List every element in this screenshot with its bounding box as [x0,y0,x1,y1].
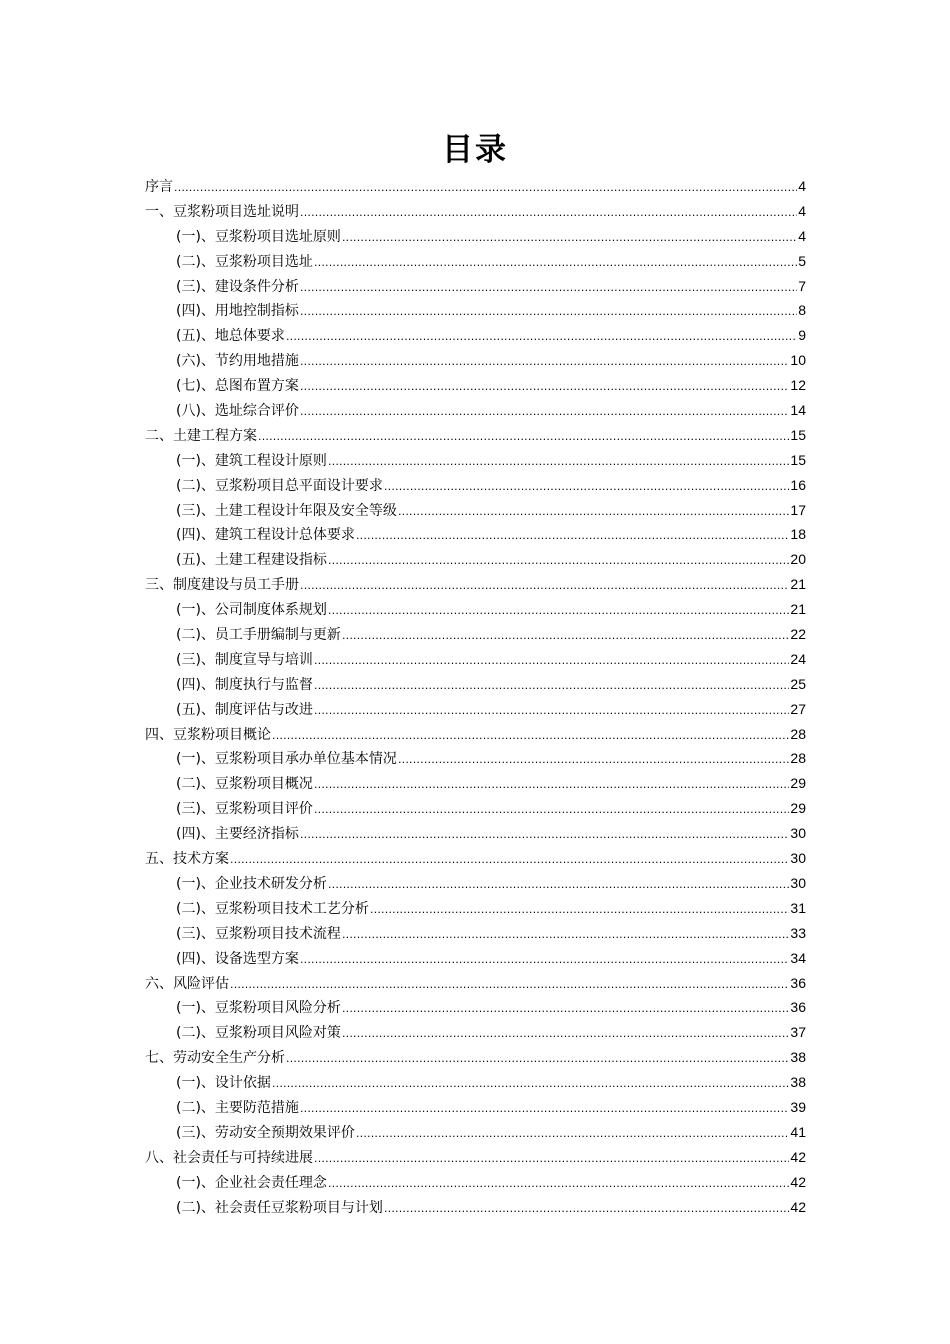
toc-dot-leader [328,872,789,897]
toc-dot-leader [342,225,797,250]
toc-dot-leader [174,175,797,200]
toc-entry-text: 八、社会责任与可持续进展 [145,1149,313,1166]
toc-entry-text: (四)、制度执行与监督 [176,676,313,693]
toc-dot-leader [328,548,789,573]
toc-title: 目录 [442,132,508,168]
toc-dot-leader [300,947,789,972]
toc-entry[interactable] [145,622,806,647]
toc-entry-text: (一)、设计依据 [176,1075,271,1092]
toc-dot-leader [342,1021,789,1046]
toc-entry[interactable] [145,249,806,274]
toc-dot-leader [286,1046,789,1071]
toc-dot-leader [258,424,789,449]
toc-entry-text: 六、风险评估 [145,975,229,992]
toc-page-number: 24 [790,650,806,667]
toc-dot-leader [328,449,789,474]
toc-entry[interactable] [145,896,806,921]
toc-dot-leader [286,324,797,349]
toc-entry-text: (二)、豆浆粉项目风险对策 [176,1025,341,1042]
toc-entry[interactable] [145,274,806,299]
toc-entry-text: (一)、公司制度体系规划 [176,602,327,619]
toc-page-number: 38 [790,1049,806,1066]
toc-entry[interactable] [145,199,806,224]
toc-page-number: 42 [790,1198,806,1215]
toc-entry-text: 序言 [145,179,173,195]
toc-dot-leader [300,275,797,300]
toc-list [145,174,806,1219]
toc-entry-text: (一)、企业技术研发分析 [176,875,327,892]
toc-entry-text: (一)、企业社会责任理念 [176,1174,327,1191]
toc-page-number: 30 [790,825,806,842]
toc-page-number: 29 [790,800,806,817]
toc-entry-text: (二)、主要防范措施 [176,1099,299,1116]
toc-dot-leader [300,200,797,225]
toc-page-number: 31 [790,899,806,916]
toc-dot-leader [300,299,797,324]
toc-page-number: 42 [790,1148,806,1165]
toc-entry[interactable] [145,1120,806,1145]
toc-entry-text: (三)、制度宣导与培训 [176,651,313,668]
toc-entry[interactable] [145,946,806,971]
toc-entry[interactable] [145,1070,806,1095]
toc-entry[interactable] [145,323,806,348]
toc-entry-text: 一、豆浆粉项目选址说明 [145,203,299,220]
toc-page-number: 10 [790,352,806,369]
toc-page-number: 15 [790,426,806,443]
toc-dot-leader [398,747,789,772]
toc-page-number: 17 [790,501,806,518]
toc-entry[interactable] [145,1095,806,1120]
toc-entry-text: (四)、用地控制指标 [176,303,299,320]
toc-entry-text: (二)、豆浆粉项目技术工艺分析 [176,900,369,917]
toc-entry-text: (三)、豆浆粉项目评价 [176,801,313,818]
toc-entry-text: (一)、豆浆粉项目选址原则 [176,228,341,245]
toc-entry[interactable] [145,547,806,572]
toc-dot-leader [314,698,789,723]
toc-entry[interactable] [145,1195,806,1220]
toc-entry[interactable] [145,1170,806,1195]
toc-page-number: 20 [790,551,806,568]
toc-entry[interactable] [145,597,806,622]
toc-page-number: 28 [790,750,806,767]
toc-dot-leader [342,623,789,648]
toc-entry[interactable] [145,672,806,697]
toc-entry[interactable] [145,871,806,896]
toc-entry[interactable] [145,398,806,423]
toc-page-number: 39 [790,1098,806,1115]
toc-page-number: 18 [790,526,806,543]
toc-entry[interactable] [145,423,806,448]
toc-dot-leader [314,673,789,698]
toc-dot-leader [384,1196,789,1221]
toc-entry-text: (五)、土建工程建设指标 [176,552,327,569]
toc-entry-text: (七)、总图布置方案 [176,378,299,395]
toc-entry[interactable] [145,971,806,996]
toc-dot-leader [398,499,789,524]
toc-page-number: 15 [790,451,806,468]
toc-dot-leader [300,349,789,374]
toc-page-number: 8 [798,302,806,319]
toc-entry-text: 二、土建工程方案 [145,427,257,444]
toc-dot-leader [230,972,789,997]
toc-entry-text: (四)、建筑工程设计总体要求 [176,527,355,544]
toc-entry-text: (二)、豆浆粉项目总平面设计要求 [176,477,383,494]
toc-page-number: 5 [798,252,806,269]
toc-dot-leader [328,598,789,623]
toc-dot-leader [314,797,789,822]
toc-entry-text: (二)、员工手册编制与更新 [176,627,341,644]
toc-page-number: 9 [798,327,806,344]
toc-dot-leader [314,772,789,797]
toc-entry[interactable] [145,498,806,523]
toc-entry-text: 七、劳动安全生产分析 [145,1050,285,1067]
toc-entry[interactable] [145,722,806,747]
toc-entry[interactable] [145,1045,806,1070]
toc-entry[interactable] [145,174,806,199]
toc-entry-text: (三)、建设条件分析 [176,278,299,295]
toc-dot-leader [384,474,789,499]
toc-page-number: 28 [790,725,806,742]
toc-entry-text: (四)、设备选型方案 [176,950,299,967]
toc-dot-leader [300,1096,789,1121]
toc-page-number: 37 [790,1024,806,1041]
toc-entry[interactable] [145,647,806,672]
toc-page-number: 4 [798,202,806,219]
toc-page-number: 16 [790,476,806,493]
toc-page-number: 36 [790,999,806,1016]
toc-page-number: 29 [790,775,806,792]
toc-entry-text: (四)、主要经济指标 [176,826,299,843]
toc-page-number: 34 [790,949,806,966]
toc-entry[interactable] [145,846,806,871]
toc-dot-leader [356,523,789,548]
toc-entry[interactable] [145,746,806,771]
toc-page-number: 12 [790,377,806,394]
toc-entry[interactable] [145,448,806,473]
toc-entry[interactable] [145,821,806,846]
toc-entry-text: (五)、制度评估与改进 [176,701,313,718]
toc-dot-leader [300,399,789,424]
toc-entry-text: (三)、土建工程设计年限及安全等级 [176,502,397,519]
toc-page-number: 22 [790,626,806,643]
toc-entry[interactable] [145,348,806,373]
toc-page-number: 33 [790,924,806,941]
toc-dot-leader [342,922,789,947]
toc-entry-text: (二)、豆浆粉项目概况 [176,776,313,793]
toc-entry[interactable] [145,921,806,946]
toc-dot-leader [314,1146,789,1171]
toc-entry-text: 四、豆浆粉项目概论 [145,726,271,743]
toc-page-number: 21 [790,601,806,618]
toc-dot-leader [314,648,789,673]
toc-dot-leader [342,996,789,1021]
toc-page-number: 27 [790,700,806,717]
toc-entry[interactable] [145,473,806,498]
toc-entry-text: (三)、豆浆粉项目技术流程 [176,925,341,942]
toc-dot-leader [300,822,789,847]
toc-entry[interactable] [145,298,806,323]
toc-page-number: 25 [790,675,806,692]
toc-entry[interactable] [145,1145,806,1170]
toc-page-number: 14 [790,402,806,419]
toc-page-number: 30 [790,850,806,867]
toc-page-number: 42 [790,1173,806,1190]
toc-entry-text: (五)、地总体要求 [176,328,285,345]
toc-dot-leader [230,847,789,872]
toc-entry[interactable] [145,995,806,1020]
toc-entry[interactable] [145,697,806,722]
toc-entry[interactable] [145,771,806,796]
toc-page-number: 7 [798,277,806,294]
toc-dot-leader [370,897,789,922]
toc-dot-leader [300,374,789,399]
toc-entry-text: (六)、节约用地措施 [176,353,299,370]
toc-page-number: 4 [798,178,806,194]
toc-entry-text: (三)、劳动安全预期效果评价 [176,1124,355,1141]
toc-entry[interactable] [145,796,806,821]
toc-dot-leader [314,250,797,275]
toc-dot-leader [272,1071,789,1096]
toc-entry[interactable] [145,1020,806,1045]
toc-dot-leader [300,573,789,598]
toc-page-number: 4 [798,227,806,244]
toc-entry[interactable] [145,522,806,547]
toc-page-number: 38 [790,1074,806,1091]
toc-entry-text: (一)、建筑工程设计原则 [176,452,327,469]
toc-dot-leader [356,1121,789,1146]
toc-entry-text: (一)、豆浆粉项目承办单位基本情况 [176,751,397,768]
toc-entry[interactable] [145,373,806,398]
toc-entry[interactable] [145,224,806,249]
toc-dot-leader [328,1171,789,1196]
toc-page-number: 36 [790,974,806,991]
toc-entry-text: (二)、豆浆粉项目选址 [176,253,313,270]
toc-dot-leader [272,723,789,748]
toc-entry-text: 五、技术方案 [145,851,229,868]
toc-entry-text: (二)、社会责任豆浆粉项目与计划 [176,1199,383,1216]
toc-page-number: 41 [790,1123,806,1140]
toc-entry[interactable] [145,572,806,597]
toc-page-number: 30 [790,874,806,891]
toc-entry-text: (一)、豆浆粉项目风险分析 [176,1000,341,1017]
toc-entry-text: (八)、选址综合评价 [176,403,299,420]
toc-page-number: 21 [790,576,806,593]
toc-entry-text: 三、制度建设与员工手册 [145,577,299,594]
